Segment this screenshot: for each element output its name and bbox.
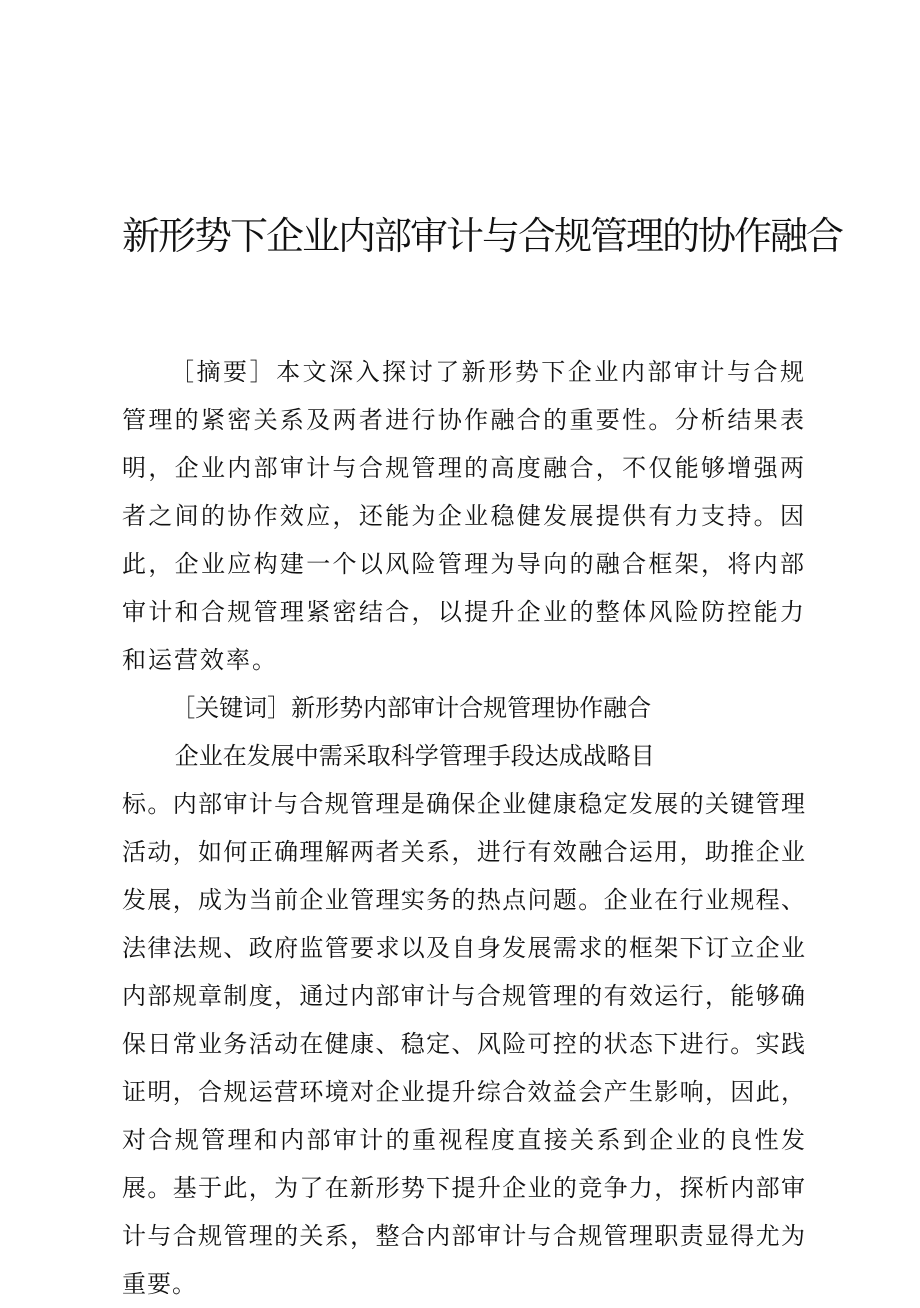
main-paragraph: 标。内部审计与合规管理是确保企业健康稳定发展的关键管理活动，如何正确理解两者关系，进行有效融合运用，助推企业发展，成为当前企业管理实务的热点问题。企业在行业规程、法律法规、政府监管要求以及自身发展需求的框架下订立企业内部规章制度，通过内部审计与合规管理的有效运行，能够确保日常业务活动在健康、稳定、风险可控的状态下进行。实践证明，合规运营环境对企业提升综合效益会产生影响，因此，对合规管理和内部审计的重视程度直接关系到企业的良性发展。基于此，为了在新形势下提升企业的竞争力，探析内部审计与合规管理的关系，整合内部审计与合规管理职责显得尤为重要。 [122,790,806,1298]
abstract-paragraph: ［摘要］本文深入探讨了新形势下企业内部审计与合规管理的紧密关系及两者进行协作融合的重要性。分析结果表明，企业内部审计与合规管理的高度融合，不仅能够增强两者之间的协作效应，还能为企业稳健发展提供有力支持。因此，企业应构建一个以风险管理为导向的融合框架，将内部审计和合规管理紧密结合，以提升企业的整体风险防控能力和运营效率。 [122,358,806,674]
paragraph-lead-line: 企业在发展中需采取科学管理手段达成战略目 [174,742,655,770]
document-body [122,348,806,1308]
keywords-line: ［关键词］新形势内部审计合规管理协作融合 [171,694,652,722]
document-title: 新形势下企业内部审计与合规管理的协作融合 [122,214,843,258]
